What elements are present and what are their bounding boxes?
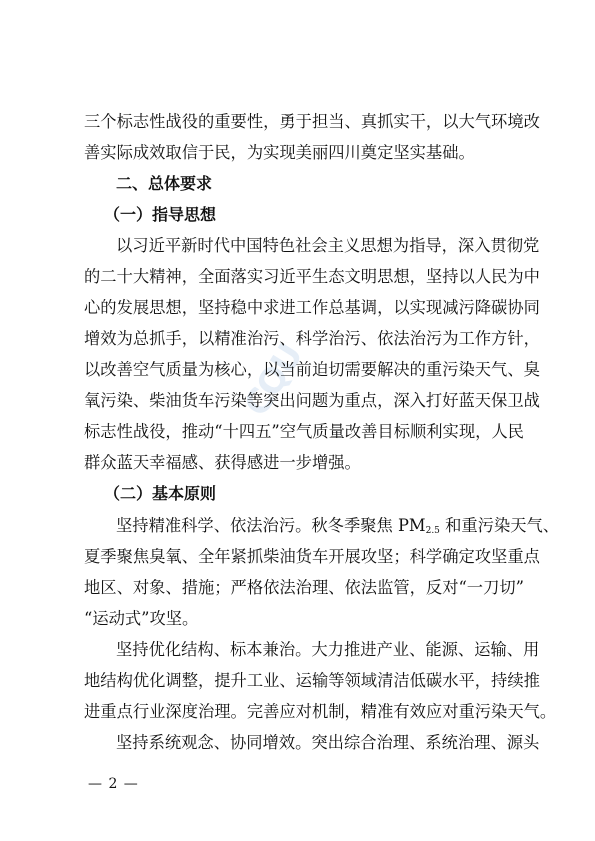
guiding-line-2: 的二十大精神，全面落实习近平生态文明思想，坚持以人民为中 <box>84 266 540 286</box>
principle2-line-1: 坚持优化结构、标本兼治。大力推进产业、能源、运输、用 <box>116 639 540 659</box>
principle1-line-2: 夏季聚焦臭氧、全年紧抓柴油货车开展攻坚；科学确定攻坚重点 <box>84 546 540 566</box>
guiding-line-3: 心的发展思想，坚持稳中求进工作总基调，以实现减污降碳协同 <box>84 297 540 317</box>
principle1-text-b: 和重污染天气、 <box>439 515 560 535</box>
guiding-line-6: 氧污染、柴油货车污染等突出问题为重点，深入打好蓝天保卫战 <box>84 391 540 411</box>
section-heading: 二、总体要求 <box>116 174 213 194</box>
guiding-line-7: 标志性战役，推动“十四五”空气质量改善目标顺利实现，人民 <box>84 422 524 442</box>
guiding-line-5: 以改善空气质量为核心，以当前迫切需要解决的重污染天气、臭 <box>84 359 540 379</box>
principle2-line-3: 进重点行业深度治理。完善应对机制，精准有效应对重污染天气。 <box>84 702 557 722</box>
subsection-heading-1: （一）指导思想 <box>104 205 217 225</box>
subsection-heading-2: （二）基本原则 <box>104 484 217 504</box>
watermark-logo: CQU <box>236 338 311 424</box>
guiding-line-1: 以习近平新时代中国特色社会主义思想为指导，深入贯彻党 <box>116 236 540 256</box>
page-number: — 2 — <box>88 776 139 792</box>
guiding-line-4: 增效为总抓手，以精准治污、科学治污、依法治污为工作方针， <box>84 328 540 348</box>
principle1-line-4: “运动式”攻坚。 <box>84 608 199 628</box>
principle3-line-1: 坚持系统观念、协同增效。突出综合治理、系统治理、源头 <box>116 733 540 753</box>
intro-line-1: 三个标志性战役的重要性，勇于担当、真抓实干，以大气环境改 <box>84 112 540 131</box>
principle1-line-1 <box>116 515 560 541</box>
guiding-line-8: 群众蓝天幸福感、获得感进一步增强。 <box>84 453 361 473</box>
pm-subscript: 2.5 <box>425 525 440 536</box>
principle2-line-2: 地结构优化调整，提升工业、运输等领域清洁低碳水平，持续推 <box>84 671 540 691</box>
principle1-text-a: 坚持精准科学、依法治污。秋冬季聚焦 PM <box>116 515 426 535</box>
intro-line-2: 善实际成效取信于民，为实现美丽四川奠定坚实基础。 <box>84 143 475 163</box>
principle1-line-3: 地区、对象、措施；严格依法治理、依法监管，反对“一刀切” <box>84 577 524 597</box>
